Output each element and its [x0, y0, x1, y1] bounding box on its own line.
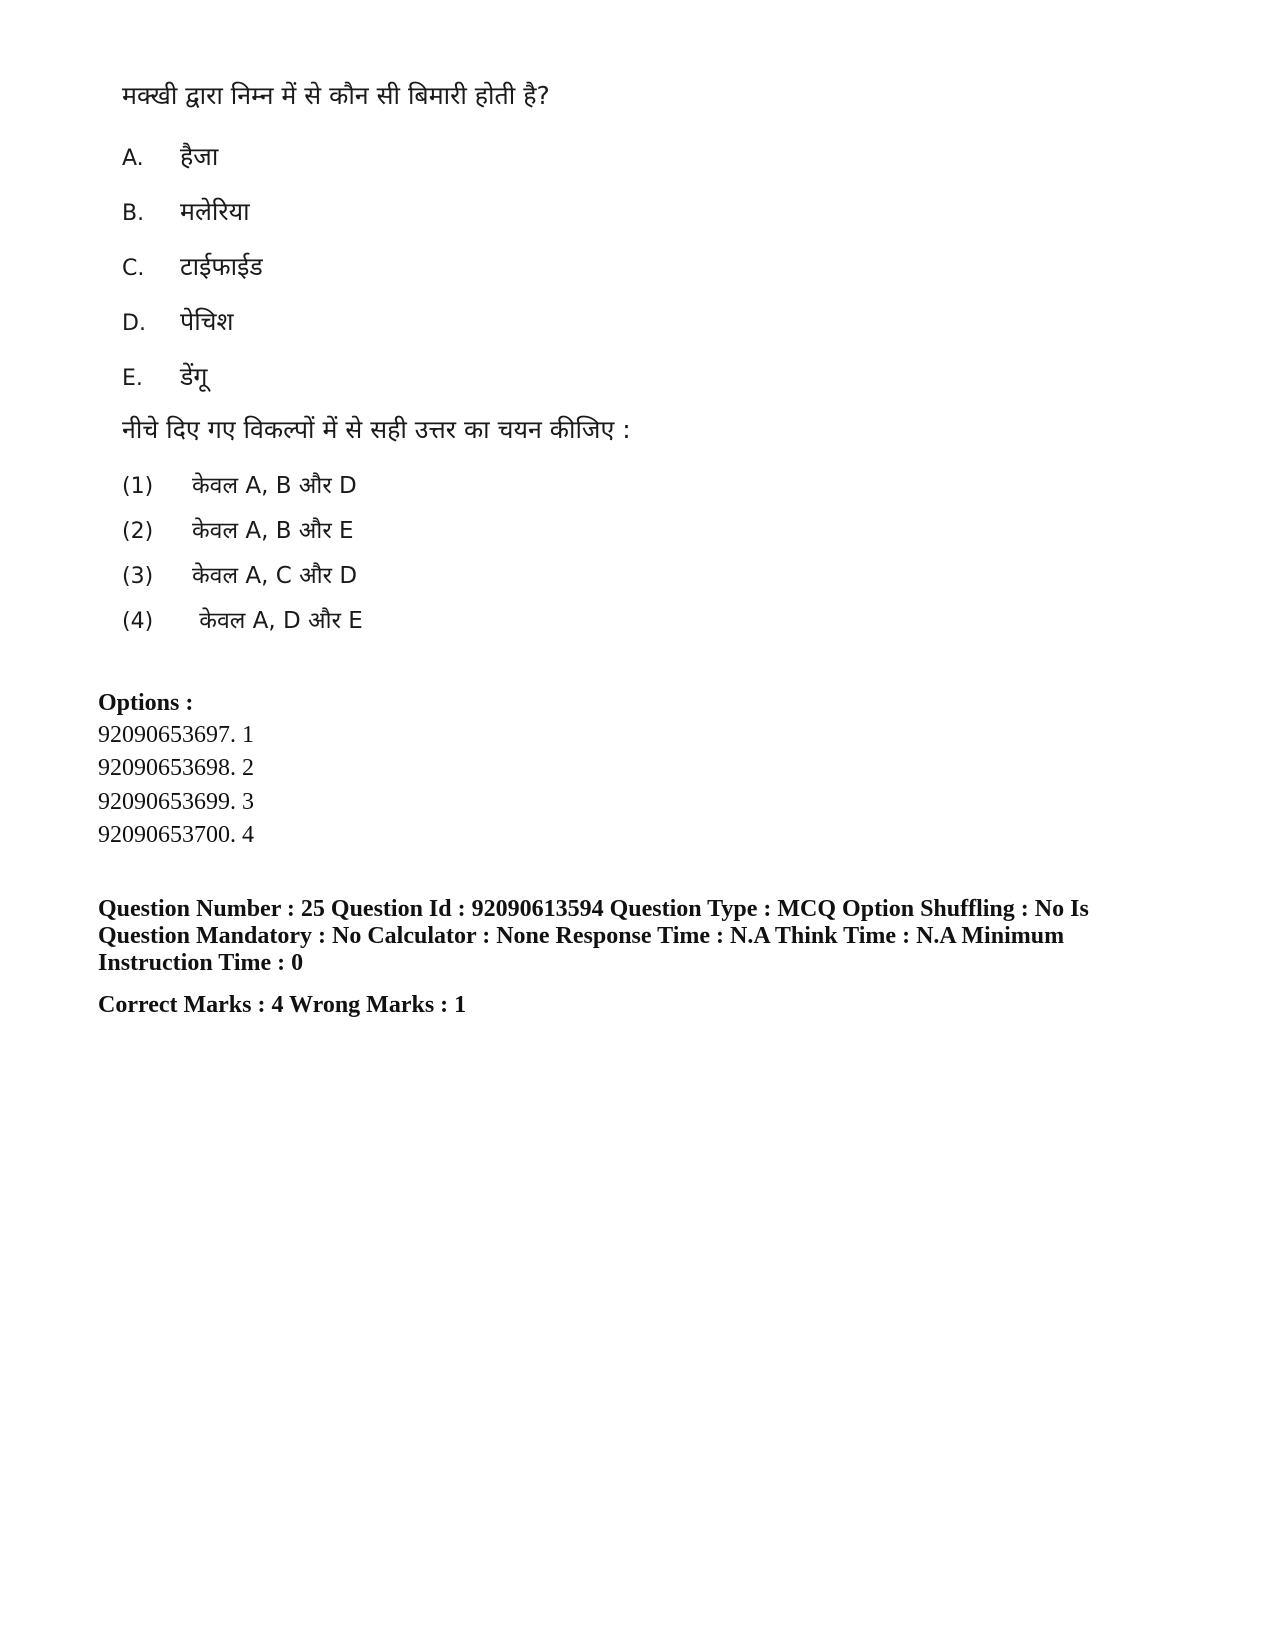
- choice-number: (1): [122, 474, 154, 499]
- metadata-line: Question Number : 25 Question Id : 92090613594 Question Type : MCQ Option Shuffling : No Is: [98, 896, 1089, 922]
- choice-number: (2): [122, 519, 154, 544]
- options-title: Options :: [98, 690, 194, 716]
- option-item: 92090653697. 1: [98, 722, 254, 748]
- statement-letter: D.: [122, 311, 146, 336]
- statement-letter: A.: [122, 146, 144, 171]
- choice-text: केवल A, D और E: [192, 608, 363, 634]
- choice-number: (4): [122, 609, 154, 634]
- statement-text: टाईफाईड: [180, 252, 263, 281]
- statement-d: [122, 304, 234, 338]
- statement-letter: C.: [122, 256, 145, 281]
- answer-instruction: नीचे दिए गए विकल्पों में से सही उत्तर का चयन कीजिए :: [122, 415, 631, 444]
- statement-text: मलेरिया: [180, 197, 250, 226]
- option-item: 92090653698. 2: [98, 755, 254, 781]
- statement-text: हैजा: [180, 142, 219, 171]
- choice-text: केवल A, C और D: [192, 563, 358, 589]
- metadata-line: Instruction Time : 0: [98, 950, 304, 976]
- option-item: 92090653699. 3: [98, 789, 254, 815]
- statement-e: [122, 359, 207, 393]
- question-stem: मक्खी द्वारा निम्न में से कौन सी बिमारी होती है?: [122, 81, 550, 110]
- statement-letter: E.: [122, 366, 143, 391]
- statement-letter: B.: [122, 201, 145, 226]
- choice-text: केवल A, B और E: [192, 518, 354, 544]
- statement-text: पेचिश: [180, 307, 234, 336]
- marks-info: Correct Marks : 4 Wrong Marks : 1: [98, 992, 467, 1018]
- statement-text: डेंगू: [180, 362, 208, 391]
- choice-4: [122, 603, 363, 635]
- question-metadata: [98, 896, 1138, 977]
- choice-1: [122, 468, 357, 500]
- metadata-line: Question Mandatory : No Calculator : None Response Time : N.A Think Time : N.A Minimum: [98, 923, 1065, 949]
- choice-2: [122, 513, 354, 545]
- options-list: [98, 722, 498, 862]
- statement-a: [122, 139, 218, 173]
- statement-b: [122, 194, 250, 228]
- statement-c: [122, 249, 263, 283]
- choice-3: [122, 558, 357, 590]
- choice-text: केवल A, B और D: [192, 473, 357, 499]
- option-item: 92090653700. 4: [98, 822, 254, 848]
- choice-number: (3): [122, 564, 154, 589]
